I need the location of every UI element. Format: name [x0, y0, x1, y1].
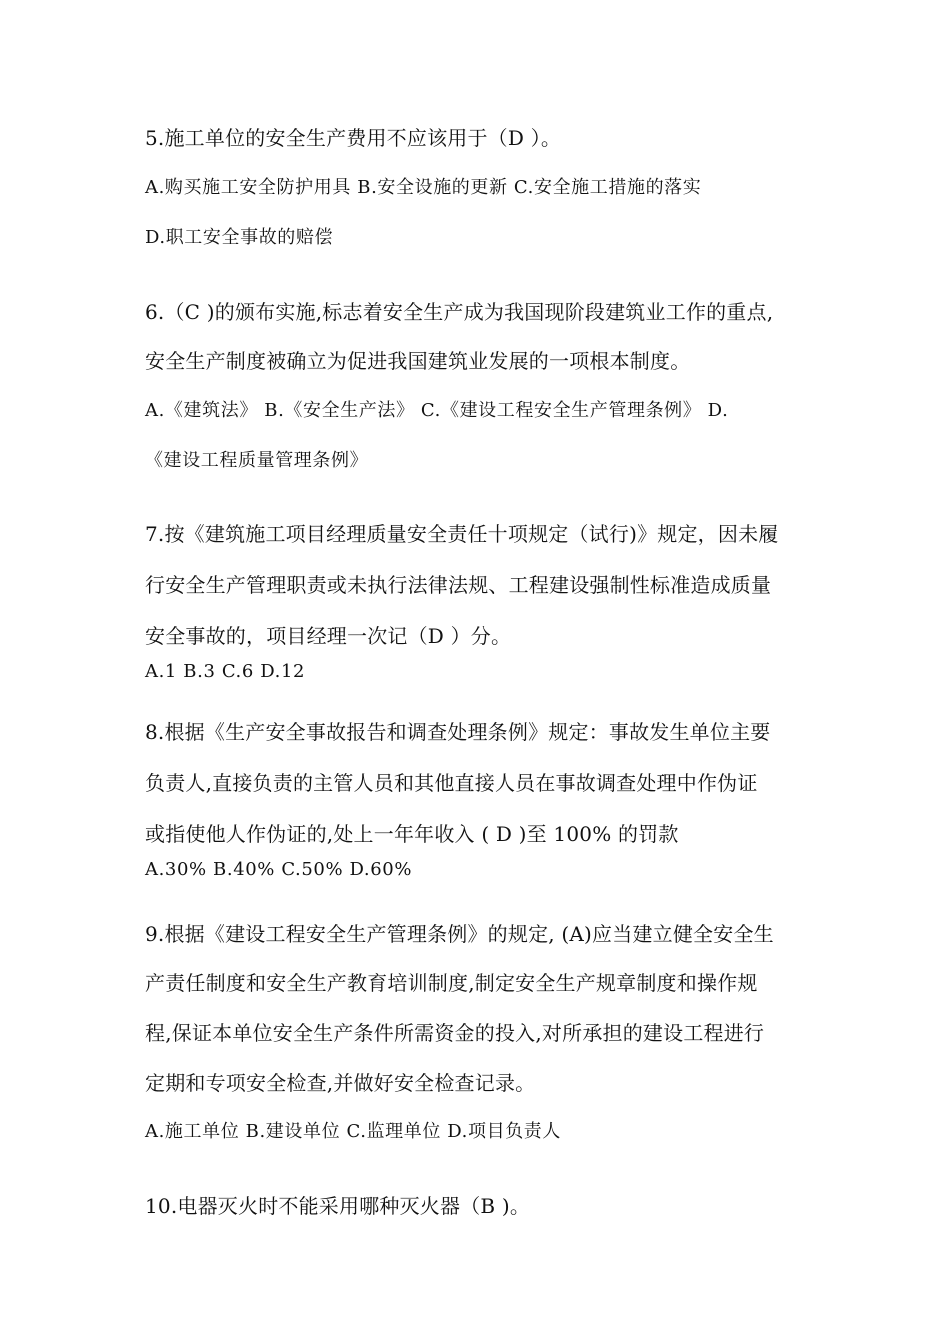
- question-9-stem-line-3: 程,保证本单位安全生产条件所需资金的投入,对所承担的建设工程进行: [145, 1021, 765, 1045]
- question-7-stem-line-2: 行安全生产管理职责或未执行法律法规、工程建设强制性标准造成质量: [145, 573, 772, 597]
- question-10-stem-line-1: 10.电器灭火时不能采用哪种灭火器（B )。: [145, 1194, 531, 1218]
- question-7-options-line-1: A.1 B.3 C.6 D.12: [145, 661, 306, 682]
- question-6-options-line-1: A.《建筑法》 B.《安全生产法》 C.《建设工程安全生产管理条例》 D.: [145, 400, 729, 421]
- question-7-stem-line-3: 安全事故的，项目经理一次记（D ）分。: [145, 624, 512, 648]
- question-5-stem-line-1: 5.施工单位的安全生产费用不应该用于（D ）。: [145, 126, 562, 150]
- question-8-stem-line-3: 或指使他人作伪证的,处上一年年收入 ( D )至 100% 的罚款: [145, 822, 679, 846]
- question-8-stem-line-2: 负责人,直接负责的主管人员和其他直接人员在事故调查处理中作伪证: [145, 771, 758, 795]
- question-5-options-line-2: D.职工安全事故的赔偿: [145, 227, 334, 248]
- question-7-stem-line-1: 7.按《建筑施工项目经理质量安全责任十项规定（试行)》规定，因未履: [145, 522, 779, 546]
- question-5-options-line-1: A.购买施工安全防护用具 B.安全设施的更新 C.安全施工措施的落实: [145, 177, 702, 198]
- question-9-stem-line-4: 定期和专项安全检查,并做好安全检查记录。: [145, 1071, 536, 1095]
- question-8-options-line-1: A.30% B.40% C.50% D.60%: [145, 859, 413, 880]
- question-6-stem-line-2: 安全生产制度被确立为促进我国建筑业发展的一项根本制度。: [145, 349, 691, 373]
- question-6-stem-line-1: 6.（C )的颁布实施,标志着安全生产成为我国现阶段建筑业工作的重点,: [145, 300, 774, 324]
- question-9-stem-line-2: 产责任制度和安全生产教育培训制度,制定安全生产规章制度和操作规: [145, 971, 758, 995]
- question-9-options-line-1: A.施工单位 B.建设单位 C.监理单位 D.项目负责人: [145, 1121, 561, 1142]
- question-9-stem-line-1: 9.根据《建设工程安全生产管理条例》的规定, (A)应当建立健全安全生: [145, 922, 774, 946]
- question-6-options-line-2: 《建设工程质量管理条例》: [145, 450, 369, 471]
- question-8-stem-line-1: 8.根据《生产安全事故报告和调查处理条例》规定：事故发生单位主要: [145, 720, 771, 744]
